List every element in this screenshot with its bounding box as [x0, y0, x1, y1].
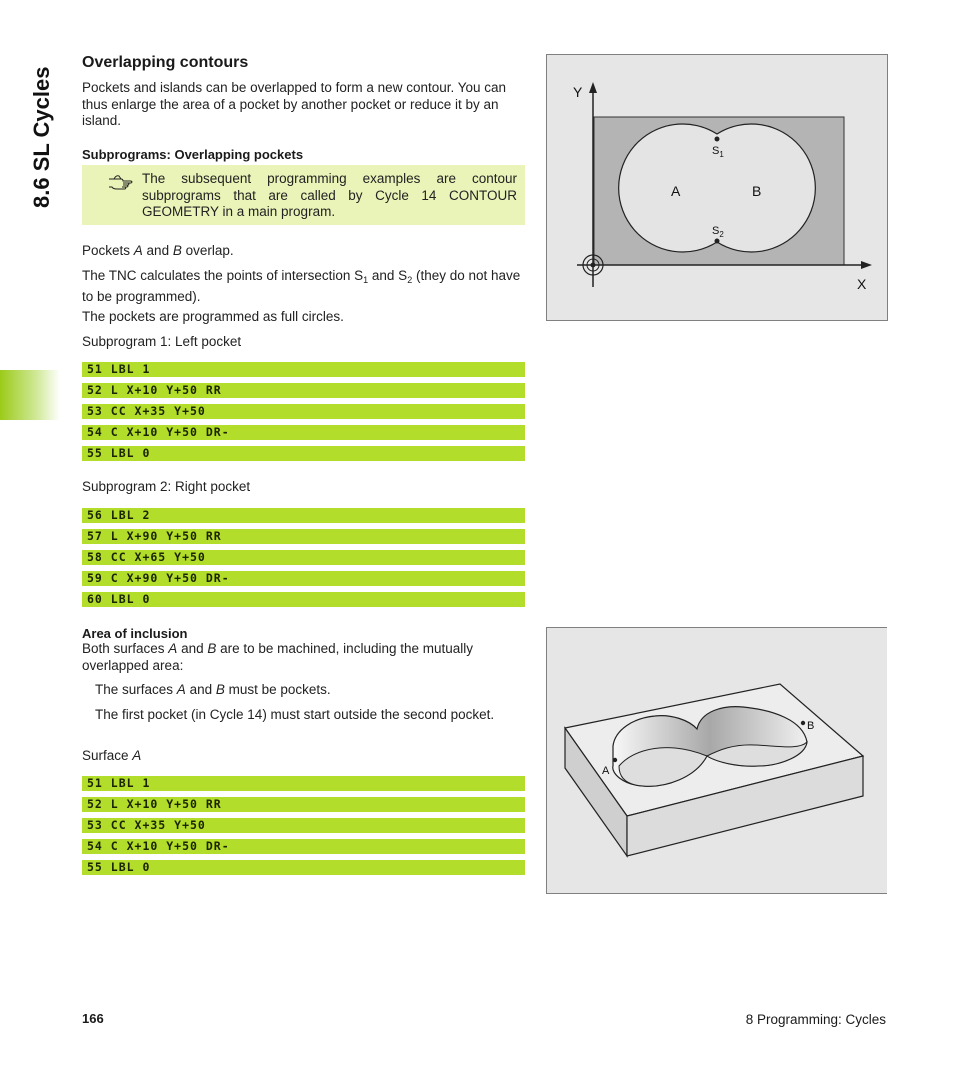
code-line: 59 C X+90 Y+50 DR-	[82, 571, 525, 586]
subprogram-2-label: Subprogram 2: Right pocket	[82, 479, 251, 494]
note-text: The subsequent programming examples are contour subprograms that are called by Cycle 14 CONTOUR GEOMETRY in a main program.	[142, 171, 517, 219]
text: Surface	[82, 748, 133, 763]
label-a: A	[602, 765, 610, 777]
text: (they do not have to be programmed).	[82, 268, 521, 304]
text: must be pockets.	[224, 682, 331, 697]
figure-1-drawing	[547, 55, 887, 320]
code-line: 56 LBL 2	[82, 508, 525, 523]
code-block-subprogram-1	[82, 362, 525, 467]
note-box	[82, 165, 525, 225]
subheading: Subprograms: Overlapping pockets	[82, 147, 304, 162]
text: and	[177, 641, 208, 656]
y-axis-label: Y	[573, 84, 583, 100]
intersection-point-s2	[715, 239, 720, 244]
italic-b: B	[172, 243, 182, 258]
code-line: 52 L X+10 Y+50 RR	[82, 383, 525, 398]
italic-a: A	[133, 243, 143, 258]
text: The surfaces	[95, 682, 177, 697]
code-block-surface-a	[82, 776, 525, 881]
x-axis-label: X	[857, 276, 867, 292]
paragraph-intersection	[82, 268, 525, 305]
chapter-tab-marker	[0, 370, 60, 420]
section-title-text: 8.6 SL Cycles	[29, 66, 54, 208]
figure-2-drawing	[547, 628, 887, 893]
subscript: 1	[363, 275, 369, 285]
area-of-inclusion-heading: Area of inclusion	[82, 626, 188, 641]
code-line: 53 CC X+35 Y+50	[82, 818, 525, 833]
code-line: 52 L X+10 Y+50 RR	[82, 797, 525, 812]
intro-paragraph: Pockets and islands can be overlapped to form a new contour. You can thus enlarge the area of a pocket by another pocket or reduce it by an island.	[82, 80, 507, 128]
bullet-first-pocket: The first pocket (in Cycle 14) must start outside the second pocket.	[95, 707, 495, 722]
surface-a-label	[82, 748, 141, 765]
text: Both surfaces	[82, 641, 169, 656]
pointing-hand-icon	[108, 174, 134, 197]
intersection-point-s1	[715, 137, 720, 142]
text: and	[142, 243, 173, 258]
area-of-inclusion-text	[82, 641, 525, 674]
code-line: 51 LBL 1	[82, 362, 525, 377]
label-s1: $S_1$	[712, 145, 724, 159]
code-line: 51 LBL 1	[82, 776, 525, 791]
chapter-footer: 8 Programming: Cycles	[745, 1012, 886, 1027]
paragraph-overlap	[82, 243, 234, 260]
code-line: 55 LBL 0	[82, 860, 525, 875]
subprogram-1-label: Subprogram 1: Left pocket	[82, 334, 242, 349]
page-number: 166	[82, 1011, 104, 1026]
italic-b: B	[215, 682, 225, 697]
paragraph-full-circles: The pockets are programmed as full circles.	[82, 309, 344, 324]
label-b: B	[752, 183, 762, 199]
italic-a: A	[176, 682, 186, 697]
text: Pockets	[82, 243, 134, 258]
code-line: 58 CC X+65 Y+50	[82, 550, 525, 565]
code-line: 55 LBL 0	[82, 446, 525, 461]
page-heading: Overlapping contours	[82, 54, 249, 71]
y-axis-arrow	[589, 82, 597, 93]
label-b: B	[807, 720, 815, 732]
text: are to be machined, including the mutually overlapped area:	[82, 641, 474, 673]
point-a-marker	[613, 758, 617, 762]
origin-dot	[591, 263, 596, 268]
bullet-surfaces-pockets	[95, 682, 331, 699]
label-a: A	[671, 183, 681, 199]
code-line: 60 LBL 0	[82, 592, 525, 607]
code-block-subprogram-2	[82, 508, 525, 613]
text: and	[185, 682, 216, 697]
point-b-marker	[801, 721, 805, 725]
italic-a: A	[132, 748, 142, 763]
x-axis-arrow	[861, 261, 872, 269]
figure-3d-pocket	[546, 627, 887, 894]
subscript: 2	[407, 275, 413, 285]
text: and S	[368, 268, 408, 283]
code-line: 54 C X+10 Y+50 DR-	[82, 425, 525, 440]
text: overlap.	[181, 243, 234, 258]
text: The TNC calculates the points of intersection S	[82, 268, 364, 283]
code-line: 53 CC X+35 Y+50	[82, 404, 525, 419]
figure-overlapping-pockets	[546, 54, 888, 321]
italic-a: A	[168, 641, 178, 656]
label-s2: $S_2$	[712, 225, 724, 239]
code-line: 57 L X+90 Y+50 RR	[82, 529, 525, 544]
italic-b: B	[207, 641, 217, 656]
section-title	[24, 40, 58, 210]
code-line: 54 C X+10 Y+50 DR-	[82, 839, 525, 854]
